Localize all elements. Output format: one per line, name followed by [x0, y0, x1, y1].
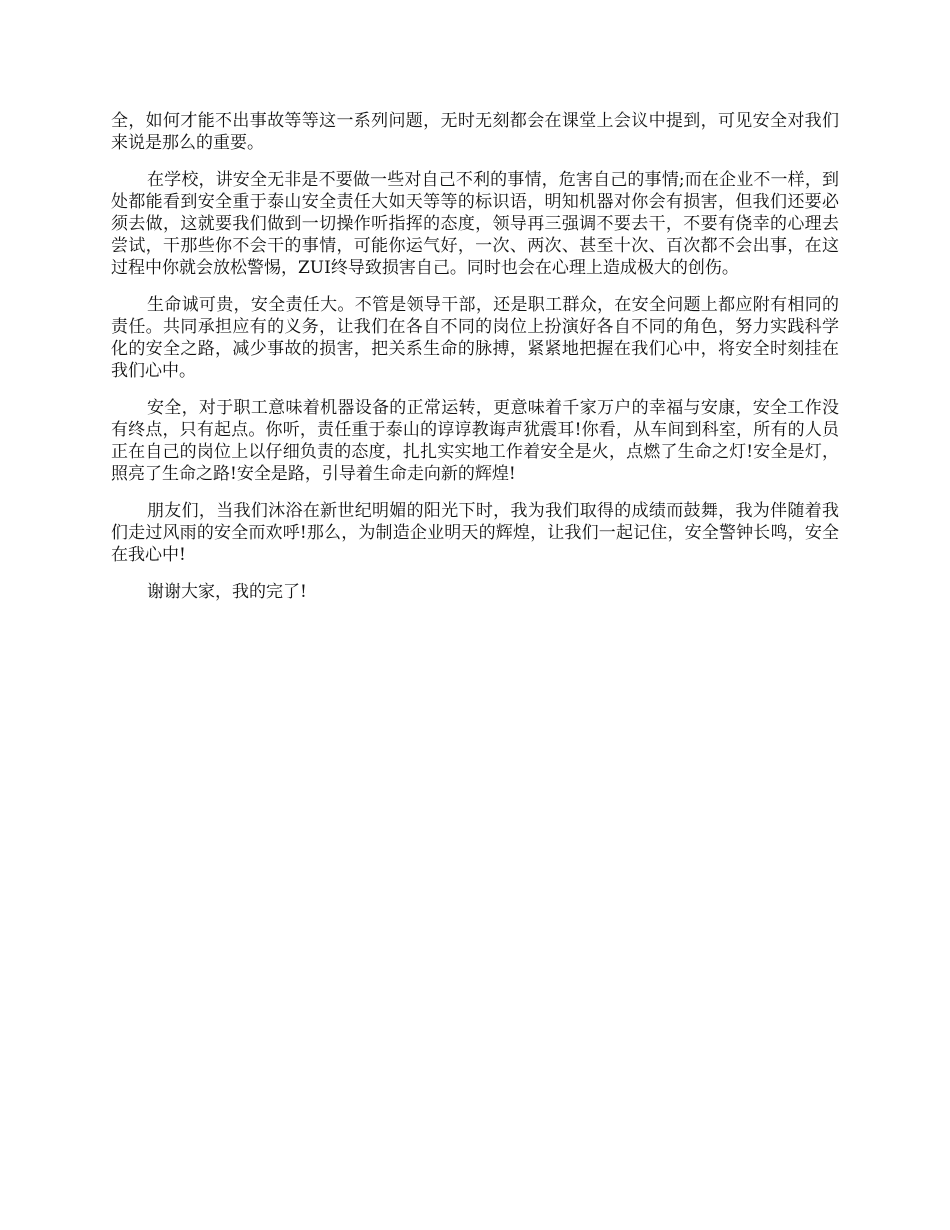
document-body	[111, 110, 839, 618]
paragraph-continuation: 全，如何才能不出事故等等这一系列问题，无时无刻都会在课堂上会议中提到，可见安全对我们来说是那么的重要。	[111, 111, 839, 153]
paragraph-school-vs-enterprise: 在学校，讲安全无非是不要做一些对自己不利的事情，危害自己的事情;而在企业不一样，到处都能看到安全重于泰山安全责任大如天等等的标识语，明知机器对你会有损害，但我们还要必须去做，这就要我们做到一切操作听指挥的态度，领导再三强调不要去干，不要有侥幸的心理去尝试，干那些你不会干的事情，可能你运气好，一次、两次、甚至十次、百次都不会出事，在这过程中你就会放松警惕，ZUI终导致损害自己。同时也会在心理上造成极大的创伤。	[111, 170, 839, 278]
paragraph-safety-meaning: 安全，对于职工意味着机器设备的正常运转，更意味着千家万户的幸福与安康，安全工作没有终点，只有起点。你听，责任重于泰山的谆谆教诲声犹震耳!你看，从车间到科室，所有的人员正在自己的岗位上以仔细负责的态度，扎扎实实地工作着安全是火，点燃了生命之灯!安全是灯，照亮了生命之路!安全是路，引导着生命走向新的辉煌!	[111, 398, 839, 484]
paragraph-friends-closing: 朋友们，当我们沐浴在新世纪明媚的阳光下时，我为我们取得的成绩而鼓舞，我为伴随着我们走过风雨的安全而欢呼!那么，为制造企业明天的辉煌，让我们一起记住，安全警钟长鸣，安全在我心中!	[111, 501, 839, 565]
paragraph-thanks: 谢谢大家，我的完了!	[147, 582, 307, 602]
paragraph-shared-responsibility: 生命诚可贵，安全责任大。不管是领导干部，还是职工群众，在安全问题上都应附有相同的责任。共同承担应有的义务，让我们在各自不同的岗位上扮演好各自不同的角色，努力实践科学化的安全之路，减少事故的损害，把关系生命的脉搏，紧紧地把握在我们心中，将安全时刻挂在我们心中。	[111, 295, 839, 381]
